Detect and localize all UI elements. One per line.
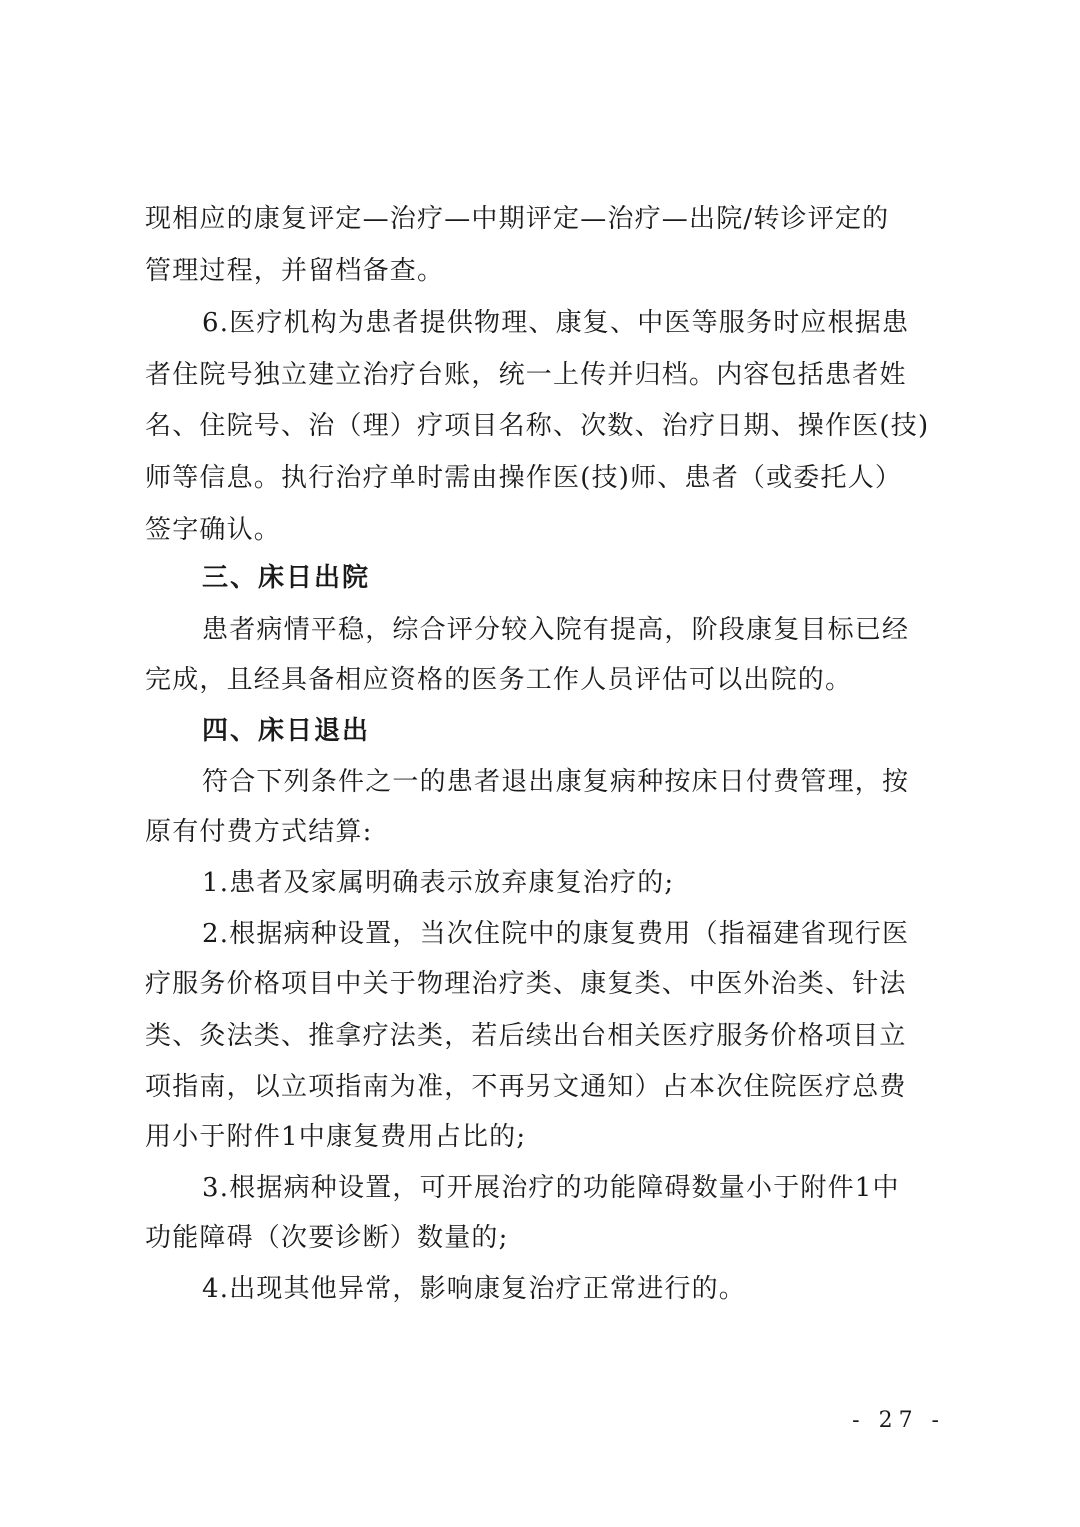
paragraph-line: 管理过程，并留档备查。 bbox=[145, 256, 445, 286]
paragraph-line: 疗服务价格项目中关于物理治疗类、康复类、中医外治类、针法 bbox=[145, 969, 907, 999]
paragraph-line: 符合下列条件之一的患者退出康复病种按床日付费管理，按 bbox=[202, 767, 910, 797]
paragraph-line: 项指南，以立项指南为准，不再另文通知）占本次住院医疗总费 bbox=[145, 1072, 907, 1102]
paragraph-line: 6.医疗机构为患者提供物理、康复、中医等服务时应根据患 bbox=[202, 308, 910, 338]
paragraph-line: 患者病情平稳，综合评分较入院有提高，阶段康复目标已经 bbox=[202, 615, 910, 645]
paragraph-line: 者住院号独立建立治疗台账，统一上传并归档。内容包括患者姓 bbox=[145, 360, 907, 390]
list-item: 1.患者及家属明确表示放弃康复治疗的; bbox=[202, 868, 675, 898]
list-item: 2.根据病种设置，当次住院中的康复费用（指福建省现行医 bbox=[202, 919, 910, 949]
paragraph-line: 现相应的康复评定—治疗—中期评定—治疗—出院/转诊评定的 bbox=[145, 204, 890, 234]
page-number: - 27 - bbox=[852, 1408, 945, 1433]
list-item: 4.出现其他异常，影响康复治疗正常进行的。 bbox=[202, 1274, 747, 1304]
paragraph-line: 完成，且经具备相应资格的医务工作人员评估可以出院的。 bbox=[145, 665, 853, 695]
paragraph-line: 原有付费方式结算: bbox=[145, 817, 373, 847]
paragraph-line: 名、住院号、治（理）疗项目名称、次数、治疗日期、操作医(技) bbox=[145, 411, 930, 441]
paragraph-line: 功能障碍（次要诊断）数量的; bbox=[145, 1223, 509, 1253]
section-heading: 四、床日退出 bbox=[202, 716, 371, 746]
paragraph-line: 师等信息。执行治疗单时需由操作医(技)师、患者（或委托人） bbox=[145, 463, 903, 493]
list-item: 3.根据病种设置，可开展治疗的功能障碍数量小于附件1中 bbox=[202, 1173, 900, 1203]
paragraph-line: 签字确认。 bbox=[145, 515, 282, 545]
section-heading: 三、床日出院 bbox=[202, 563, 371, 593]
paragraph-line: 类、灸法类、推拿疗法类，若后续出台相关医疗服务价格项目立 bbox=[145, 1021, 907, 1051]
paragraph-line: 用小于附件1中康复费用占比的; bbox=[145, 1122, 527, 1152]
